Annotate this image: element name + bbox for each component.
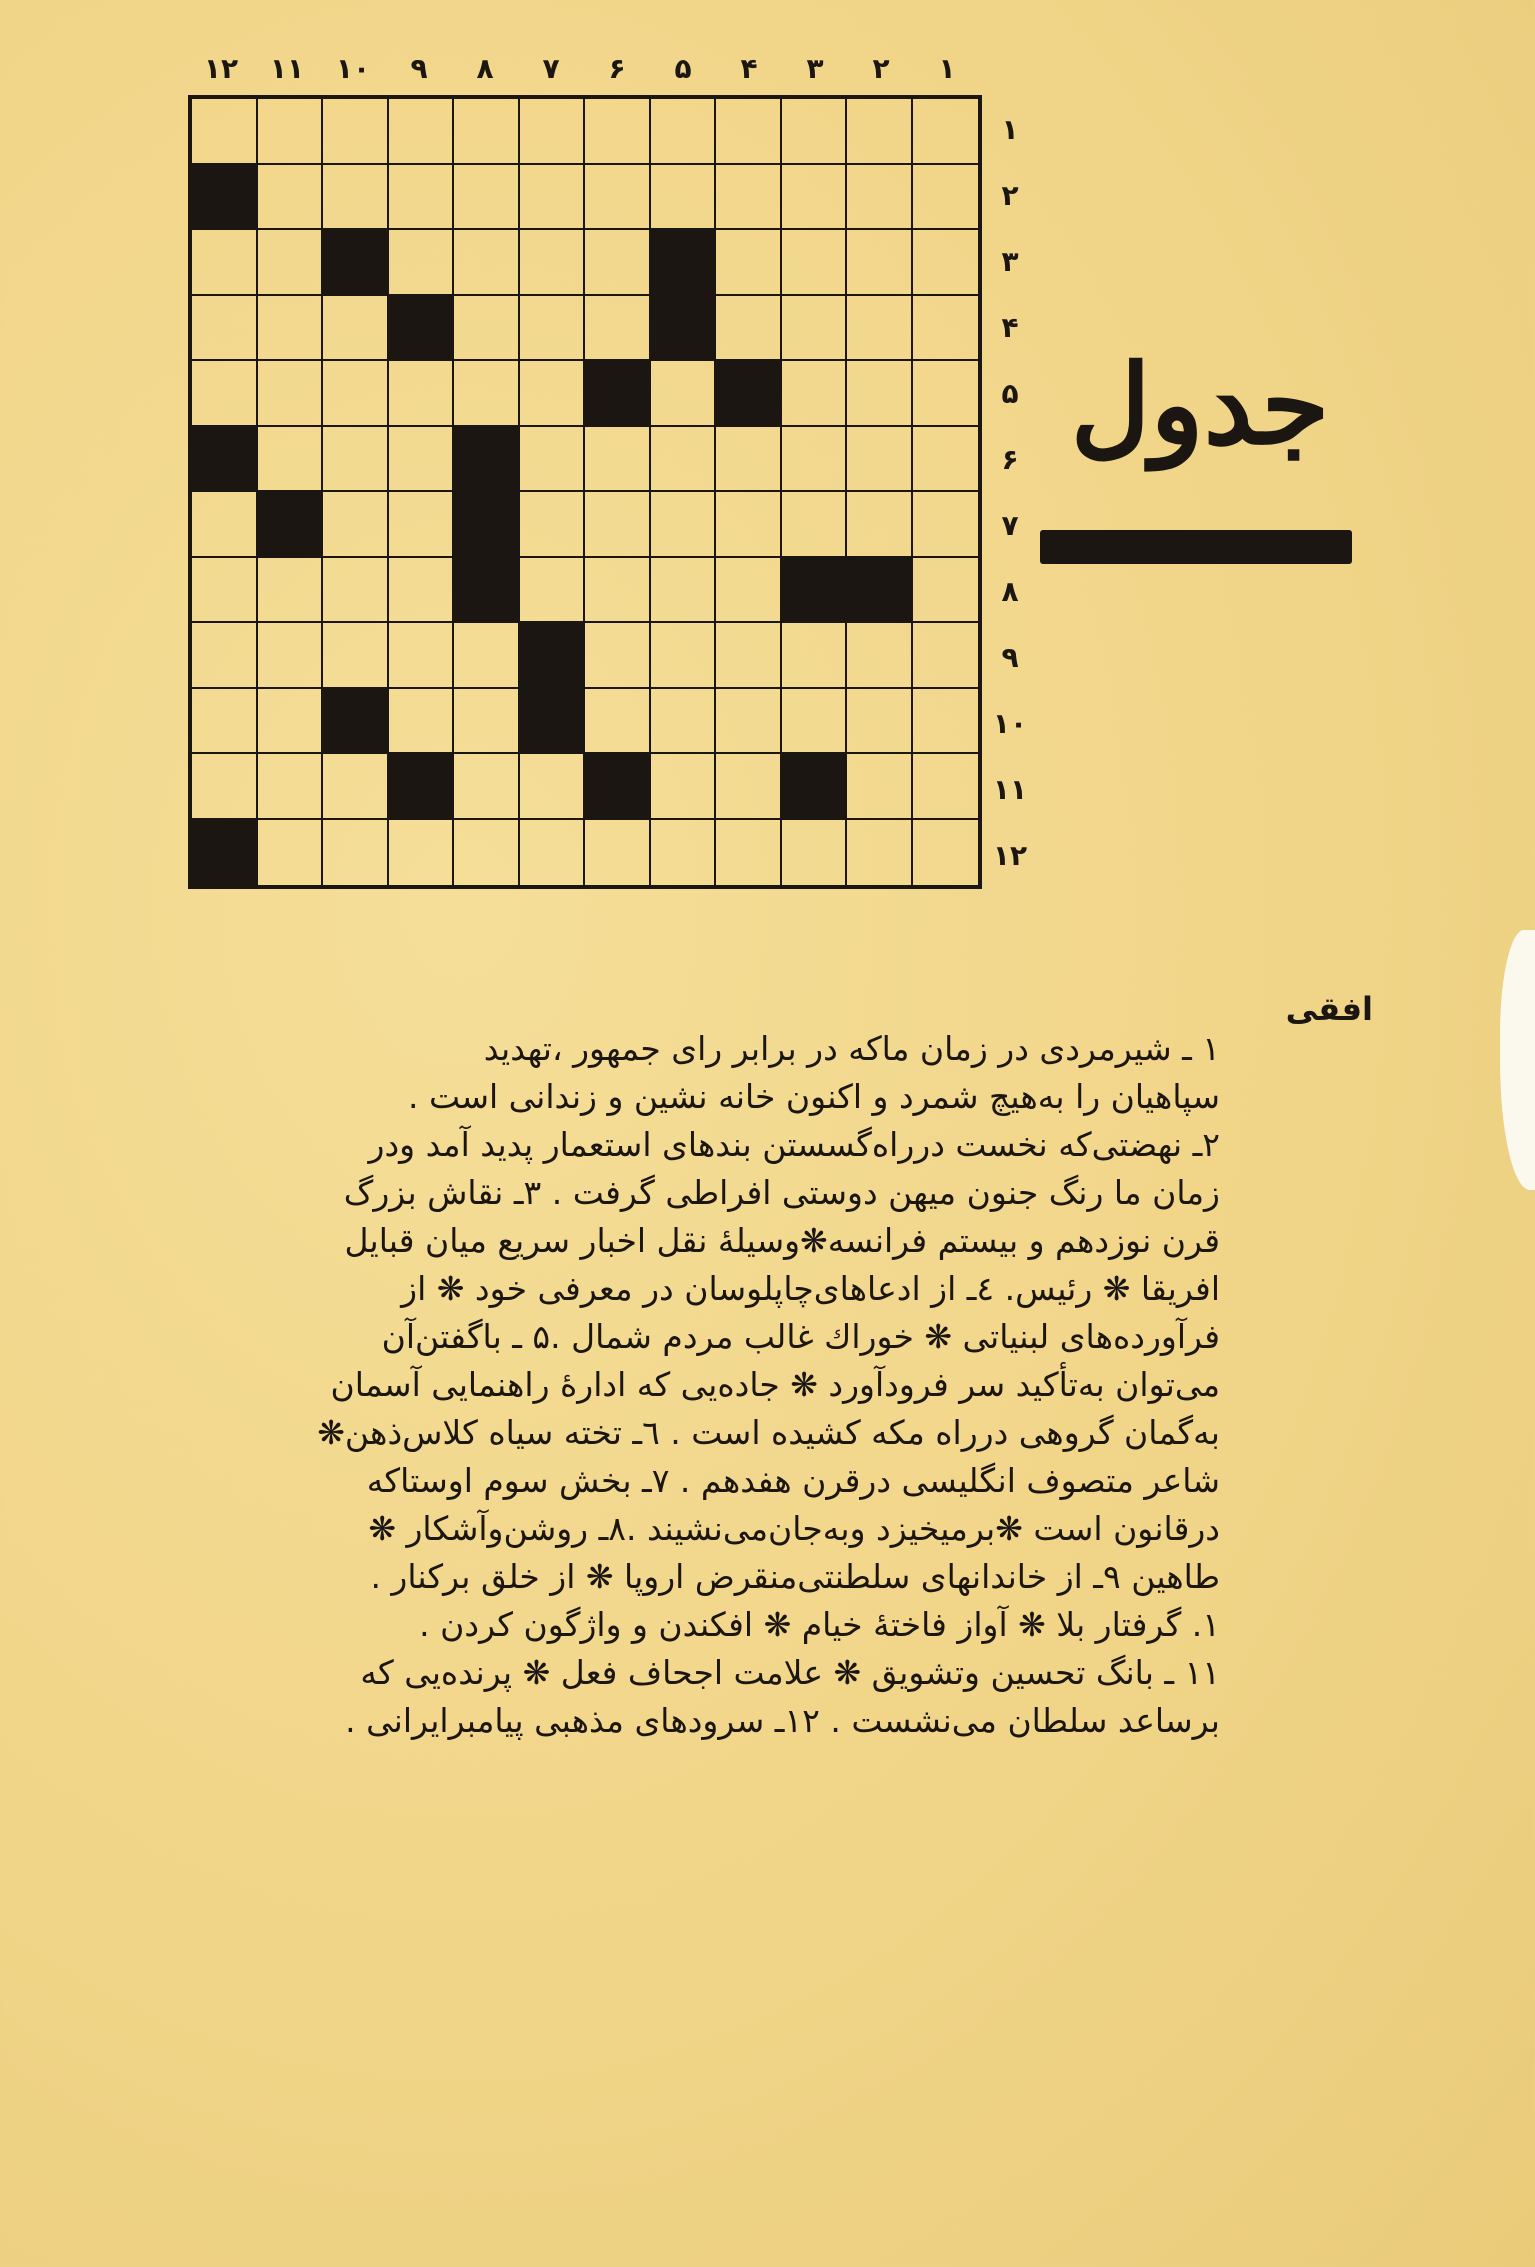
- grid-cell[interactable]: [782, 361, 848, 427]
- grid-cell-blocked: [782, 754, 848, 820]
- grid-cell-blocked: [520, 689, 586, 755]
- grid-cell[interactable]: [520, 820, 586, 886]
- column-number: ۶: [608, 52, 626, 85]
- row-number: ۹: [1001, 641, 1019, 674]
- grid-cell[interactable]: [258, 623, 324, 689]
- grid-cell-blocked: [520, 623, 586, 689]
- row-number: ۶: [1001, 443, 1019, 476]
- column-number: ۸: [476, 52, 494, 85]
- grid-cell-blocked: [454, 492, 520, 558]
- grid-cell[interactable]: [716, 492, 782, 558]
- row-number: ۴: [1001, 311, 1019, 344]
- grid-cell[interactable]: [454, 623, 520, 689]
- grid-cell[interactable]: [258, 361, 324, 427]
- grid-cell[interactable]: [520, 558, 586, 624]
- grid-cell[interactable]: [913, 296, 979, 362]
- title-underline-bar: [1040, 530, 1352, 564]
- grid-cell[interactable]: [847, 427, 913, 493]
- grid-cell[interactable]: [258, 427, 324, 493]
- grid-cell[interactable]: [716, 427, 782, 493]
- grid-cell[interactable]: [192, 558, 258, 624]
- grid-cell-blocked: [389, 754, 455, 820]
- grid-cell[interactable]: [847, 623, 913, 689]
- clue-line: سپاهیان را به‌هیچ شمرد و اکنون خانه نشین و زندانی است .: [407, 1077, 1220, 1116]
- grid-cell-blocked: [192, 427, 258, 493]
- grid-cell[interactable]: [192, 689, 258, 755]
- grid-cell[interactable]: [651, 820, 717, 886]
- grid-cell[interactable]: [716, 99, 782, 165]
- grid-cell[interactable]: [258, 754, 324, 820]
- grid-cell-blocked: [585, 361, 651, 427]
- grid-cell[interactable]: [782, 820, 848, 886]
- grid-cell[interactable]: [585, 165, 651, 231]
- column-number: ۱۲: [203, 52, 239, 85]
- grid-cell[interactable]: [913, 754, 979, 820]
- grid-cell[interactable]: [716, 230, 782, 296]
- column-number: ۴: [740, 52, 758, 85]
- grid-cell-blocked: [782, 558, 848, 624]
- grid-cell[interactable]: [651, 361, 717, 427]
- clue-line: طاهین ۹ـ از خاندانهای سلطنتی‌منقرض اروپا ❋ از خلق برکنار .: [370, 1557, 1220, 1596]
- grid-cell[interactable]: [585, 492, 651, 558]
- grid-cell[interactable]: [389, 558, 455, 624]
- grid-cell[interactable]: [651, 623, 717, 689]
- grid-cell[interactable]: [323, 165, 389, 231]
- grid-cell[interactable]: [389, 230, 455, 296]
- grid-cell[interactable]: [389, 623, 455, 689]
- grid-cell[interactable]: [389, 427, 455, 493]
- grid-cell[interactable]: [847, 99, 913, 165]
- grid-cell[interactable]: [454, 99, 520, 165]
- column-number: ۱۰: [335, 52, 371, 85]
- row-number: ۱۲: [992, 839, 1028, 872]
- grid-cell[interactable]: [520, 296, 586, 362]
- grid-cell[interactable]: [323, 623, 389, 689]
- grid-cell[interactable]: [389, 820, 455, 886]
- grid-cell[interactable]: [192, 623, 258, 689]
- clue-line: قرن نوزدهم و بیستم فرانسه❋وسیلهٔ نقل اخبار سریع میان قبایل: [344, 1221, 1220, 1260]
- grid-cell-blocked: [716, 361, 782, 427]
- grid-cell[interactable]: [913, 689, 979, 755]
- row-number: ۵: [1001, 377, 1019, 410]
- grid-cell-blocked: [323, 689, 389, 755]
- grid-cell[interactable]: [323, 427, 389, 493]
- grid-cell[interactable]: [323, 820, 389, 886]
- grid-cell[interactable]: [585, 230, 651, 296]
- grid-cell[interactable]: [651, 427, 717, 493]
- grid-cell[interactable]: [258, 165, 324, 231]
- grid-cell-blocked: [323, 230, 389, 296]
- grid-cell[interactable]: [520, 492, 586, 558]
- grid-cell[interactable]: [716, 296, 782, 362]
- grid-cell[interactable]: [847, 230, 913, 296]
- grid-cell-blocked: [192, 165, 258, 231]
- grid-cell[interactable]: [847, 165, 913, 231]
- grid-cell[interactable]: [651, 754, 717, 820]
- grid-cell[interactable]: [913, 99, 979, 165]
- grid-cell[interactable]: [323, 558, 389, 624]
- grid-cell[interactable]: [716, 623, 782, 689]
- grid-cell[interactable]: [520, 99, 586, 165]
- row-number: ۲: [1001, 179, 1019, 212]
- grid-cell[interactable]: [782, 296, 848, 362]
- grid-cell[interactable]: [913, 165, 979, 231]
- grid-cell[interactable]: [782, 230, 848, 296]
- grid-cell-blocked: [192, 820, 258, 886]
- grid-cell[interactable]: [520, 427, 586, 493]
- column-number: ۹: [410, 52, 428, 85]
- clue-line: فرآورده‌های لبنیاتی ❋ خوراك غالب مردم شمال .۵ ـ باگفتن‌آن: [381, 1317, 1220, 1356]
- clue-line: شاعر متصوف انگلیسی درقرن هفدهم . ۷ـ بخش سوم اوستاکه: [366, 1461, 1220, 1500]
- grid-cell[interactable]: [192, 99, 258, 165]
- across-heading: افقی: [1285, 990, 1373, 1028]
- grid-cell[interactable]: [454, 689, 520, 755]
- grid-cell[interactable]: [389, 689, 455, 755]
- across-clues: [172, 1025, 1220, 1745]
- grid-cell[interactable]: [323, 296, 389, 362]
- column-number: ۲: [872, 52, 890, 85]
- grid-cell-blocked: [454, 427, 520, 493]
- grid-cell[interactable]: [585, 820, 651, 886]
- grid-cell[interactable]: [913, 230, 979, 296]
- crossword-grid[interactable]: [188, 95, 982, 889]
- grid-cell-blocked: [454, 558, 520, 624]
- grid-cell[interactable]: [389, 492, 455, 558]
- grid-cell[interactable]: [585, 296, 651, 362]
- grid-cell[interactable]: [454, 754, 520, 820]
- column-number: ۷: [542, 52, 560, 85]
- row-number: ۱۱: [992, 773, 1028, 806]
- grid-cell-blocked: [585, 754, 651, 820]
- grid-cell[interactable]: [258, 230, 324, 296]
- puzzle-title: جدول: [1070, 340, 1330, 469]
- grid-cell[interactable]: [847, 754, 913, 820]
- grid-cell[interactable]: [454, 165, 520, 231]
- grid-cell[interactable]: [913, 820, 979, 886]
- grid-cell[interactable]: [520, 754, 586, 820]
- grid-cell[interactable]: [782, 492, 848, 558]
- torn-page-edge: [1500, 930, 1535, 1190]
- grid-cell-blocked: [389, 296, 455, 362]
- grid-cell[interactable]: [323, 99, 389, 165]
- grid-cell[interactable]: [716, 558, 782, 624]
- grid-cell[interactable]: [847, 689, 913, 755]
- column-number: ۱۱: [269, 52, 305, 85]
- grid-cell[interactable]: [389, 99, 455, 165]
- grid-cell[interactable]: [585, 689, 651, 755]
- grid-cell[interactable]: [192, 230, 258, 296]
- column-number: ۵: [674, 52, 692, 85]
- clue-line: افریقا ❋ رئیس. ٤ـ از ادعاهای‌چاپلوسان در معرفی خود ❋ از: [401, 1269, 1220, 1308]
- grid-cell[interactable]: [651, 99, 717, 165]
- grid-cell[interactable]: [520, 361, 586, 427]
- grid-cell-blocked: [651, 230, 717, 296]
- grid-cell[interactable]: [716, 820, 782, 886]
- grid-cell[interactable]: [454, 820, 520, 886]
- grid-cell[interactable]: [782, 99, 848, 165]
- row-number: ۱۰: [992, 707, 1028, 740]
- grid-cell[interactable]: [258, 689, 324, 755]
- clue-line: می‌توان به‌تأکید سر فرودآورد ❋ جاده‌یی که ادارهٔ راهنمایی آسمان: [330, 1365, 1220, 1404]
- grid-cell[interactable]: [454, 361, 520, 427]
- grid-cell[interactable]: [651, 165, 717, 231]
- grid-cell[interactable]: [651, 689, 717, 755]
- grid-cell[interactable]: [258, 558, 324, 624]
- row-number: ۸: [1001, 575, 1019, 608]
- grid-cell[interactable]: [913, 427, 979, 493]
- grid-cell[interactable]: [782, 689, 848, 755]
- grid-cell[interactable]: [847, 492, 913, 558]
- clue-line: ۱. گرفتار بلا ❋ آواز فاختهٔ خیام ❋ افکندن و واژگون کردن .: [419, 1605, 1220, 1644]
- column-number: ۱: [938, 52, 956, 85]
- grid-cell[interactable]: [389, 165, 455, 231]
- grid-cell[interactable]: [389, 361, 455, 427]
- row-number: ۳: [1001, 245, 1019, 278]
- grid-cell[interactable]: [782, 427, 848, 493]
- column-number: ۳: [806, 52, 824, 85]
- grid-cell[interactable]: [454, 296, 520, 362]
- grid-cell[interactable]: [192, 296, 258, 362]
- grid-cell[interactable]: [716, 165, 782, 231]
- grid-cell[interactable]: [258, 99, 324, 165]
- grid-cell[interactable]: [716, 689, 782, 755]
- clue-line: ۲ـ نهضتی‌که نخست درراه‌گسستن بندهای استعمار پدید آمد ودر: [368, 1125, 1220, 1164]
- grid-cell[interactable]: [913, 558, 979, 624]
- grid-cell[interactable]: [913, 361, 979, 427]
- grid-cell[interactable]: [192, 361, 258, 427]
- grid-cell[interactable]: [913, 492, 979, 558]
- clue-line: ۱ ـ شیرمردی در زمان ماکه در برابر رای جمهور ،تهدید: [483, 1029, 1220, 1068]
- grid-cell[interactable]: [651, 492, 717, 558]
- grid-cell-blocked: [847, 558, 913, 624]
- grid-cell[interactable]: [847, 820, 913, 886]
- grid-cell[interactable]: [847, 361, 913, 427]
- grid-cell[interactable]: [520, 230, 586, 296]
- clue-line: زمان ما رنگ جنون میهن دوستی افراطی گرفت . ۳ـ نقاش بزرگ: [343, 1173, 1220, 1212]
- grid-cell[interactable]: [454, 230, 520, 296]
- clue-line: درقانون است ❋برمیخیزد وبه‌جان‌می‌نشیند .۸ـ روشن‌وآشکار ❋: [368, 1509, 1220, 1548]
- grid-cell[interactable]: [258, 296, 324, 362]
- grid-cell[interactable]: [258, 820, 324, 886]
- clue-line: برساعد سلطان می‌نشست . ۱۲ـ سرودهای مذهبی پیامبرایرانی .: [345, 1701, 1220, 1740]
- clue-line: ۱۱ ـ بانگ تحسین وتشویق ❋ علامت اجحاف فعل ❋ پرنده‌یی که: [360, 1653, 1220, 1692]
- clue-line: به‌گمان گروهی درراه مکه کشیده است . ٦ـ تخته سیاه کلاس‌ذهن❋: [317, 1413, 1220, 1452]
- grid-cell[interactable]: [782, 165, 848, 231]
- grid-cell[interactable]: [520, 165, 586, 231]
- grid-cell[interactable]: [716, 754, 782, 820]
- grid-cell[interactable]: [847, 296, 913, 362]
- row-number: ۷: [1001, 509, 1019, 542]
- grid-cell[interactable]: [585, 623, 651, 689]
- grid-cell[interactable]: [651, 558, 717, 624]
- grid-cell[interactable]: [782, 623, 848, 689]
- grid-cell-blocked: [258, 492, 324, 558]
- row-number: ۱: [1001, 113, 1019, 146]
- grid-cell[interactable]: [192, 754, 258, 820]
- grid-cell[interactable]: [192, 492, 258, 558]
- grid-cell[interactable]: [913, 623, 979, 689]
- grid-cell[interactable]: [585, 99, 651, 165]
- grid-cell[interactable]: [323, 754, 389, 820]
- grid-cell[interactable]: [585, 427, 651, 493]
- grid-cell[interactable]: [323, 492, 389, 558]
- grid-cell[interactable]: [323, 361, 389, 427]
- grid-cell-blocked: [651, 296, 717, 362]
- grid-cell[interactable]: [585, 558, 651, 624]
